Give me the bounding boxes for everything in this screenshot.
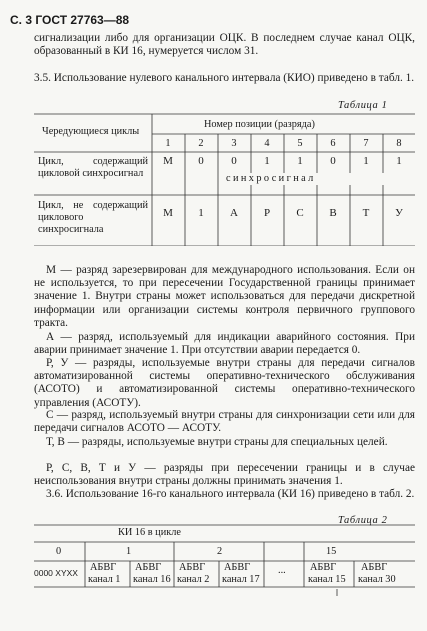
table-2-header: КИ 16 в цикле bbox=[118, 527, 181, 538]
cell-ch2-bottom: канал 2 bbox=[177, 574, 210, 585]
position-8: 8 bbox=[396, 138, 402, 149]
cell-ch15-bottom: канал 15 bbox=[308, 574, 346, 585]
row-2-value-3: А bbox=[230, 207, 238, 219]
table-2-ellipsis: ... bbox=[278, 565, 286, 576]
page-header: С. 3 ГОСТ 27763—88 bbox=[10, 13, 130, 27]
row-2-value-8: У bbox=[395, 207, 403, 219]
cell-ch17-top: АБВГ bbox=[224, 562, 251, 573]
table-2-col-15: 15 bbox=[326, 546, 337, 557]
table-1-col-header: Чередующиеся циклы bbox=[42, 126, 140, 137]
row-1-label: Цикл, содержащий цикловой синхросигнал bbox=[38, 156, 148, 179]
paragraph-p-u-bits: Р, У — разряды, используемые внутри страны для передачи сигналов автоматизированной системы оперативно-технического обслуживания (АСОТО) и автоматизированной системы оперативно-технического управления (АСОТУ). bbox=[34, 357, 415, 409]
position-7: 7 bbox=[363, 138, 369, 149]
row-1-value-5: 1 bbox=[297, 155, 303, 167]
table-1 bbox=[34, 112, 415, 246]
cell-ch30-top: АБВГ bbox=[361, 562, 388, 573]
row-1-value-7: 1 bbox=[363, 155, 369, 167]
paragraph-3-5: 3.5. Использование нулевого канального интервала (КИО) приведено в табл. 1. bbox=[34, 72, 415, 84]
position-6: 6 bbox=[330, 138, 336, 149]
row-2-value-7: Т bbox=[362, 207, 370, 219]
paragraph-c-bit: С — разряд, используемый внутри страны для синхронизации сети или для передачи сигналов АСОТО — АСОТУ. bbox=[34, 409, 415, 435]
table-2-col-0: 0 bbox=[56, 546, 62, 557]
row-2-value-6: В bbox=[329, 207, 337, 219]
row-1-value-2: 0 bbox=[198, 155, 204, 167]
position-2: 2 bbox=[198, 138, 204, 149]
paragraph-boundary: Р, С, В, Т и У — разряды при пересечении границы и в случае неиспользования внутри страны должны принимать значения 1. bbox=[34, 462, 415, 488]
cell-ch30-bottom: канал 30 bbox=[358, 574, 396, 585]
row-1-value-3: 0 bbox=[231, 155, 237, 167]
table-2 bbox=[34, 521, 415, 631]
cell-ch16-bottom: канал 16 bbox=[133, 574, 171, 585]
position-5: 5 bbox=[297, 138, 303, 149]
cell-ch16-top: АБВГ bbox=[135, 562, 162, 573]
sync-signal-note: синхросигнал bbox=[222, 173, 420, 185]
paragraph-3-6: 3.6. Использование 16-го канального интервала (КИ 16) приведено в табл. 2. bbox=[46, 488, 415, 500]
paragraph-t-b-bits: Т, В — разряды, используемые внутри страны для специальных целей. bbox=[46, 436, 388, 448]
col-0-value: 0000 XYXX bbox=[34, 568, 78, 578]
position-4: 4 bbox=[264, 138, 270, 149]
row-2-label: Цикл, не содержащий циклового синхросигнала bbox=[38, 200, 148, 235]
paragraph-a-bit: А — разряд, используемый для индикации аварийного состояния. При аварии принимает значение 1. При отсутствии аварии передается 0. bbox=[34, 331, 415, 357]
table-1-group-header: Номер позиции (разряда) bbox=[204, 119, 315, 130]
row-1-value-8: 1 bbox=[396, 155, 402, 167]
row-1-value-4: 1 bbox=[264, 155, 270, 167]
table-2-caption: Таблица 2 bbox=[338, 515, 388, 526]
cell-ch17-bottom: канал 17 bbox=[222, 574, 260, 585]
row-2-value-4: Р bbox=[263, 207, 271, 219]
table-2-col-1: 1 bbox=[126, 546, 132, 557]
paragraph-1: сигнализации либо для организации ОЦК. В последнем случае канал ОЦК, образованный в КИ 16, нумеруется числом 31. bbox=[34, 32, 415, 58]
cell-ch15-top: АБВГ bbox=[310, 562, 337, 573]
row-1-value-1: М bbox=[163, 155, 173, 167]
row-2-value-5: С bbox=[296, 207, 304, 219]
table-1-caption: Таблица 1 bbox=[338, 100, 388, 111]
row-2-value-1: М bbox=[163, 207, 173, 219]
row-1-value-6: 0 bbox=[330, 155, 336, 167]
position-3: 3 bbox=[231, 138, 237, 149]
cell-ch2-top: АБВГ bbox=[179, 562, 206, 573]
paragraph-m-bit: М — разряд зарезервирован для международного использования. Если он не используется, то при пересечении Государственной границы принимает значение 1. Внутри страны может использоваться для передачи дискретной информации или организации системы контроля первичного группового тракта. bbox=[34, 264, 415, 329]
cell-ch1-bottom: канал 1 bbox=[88, 574, 121, 585]
cell-ch1-top: АБВГ bbox=[90, 562, 117, 573]
table-2-col-2: 2 bbox=[217, 546, 223, 557]
position-1: 1 bbox=[165, 138, 171, 149]
row-2-value-2: 1 bbox=[198, 207, 204, 219]
